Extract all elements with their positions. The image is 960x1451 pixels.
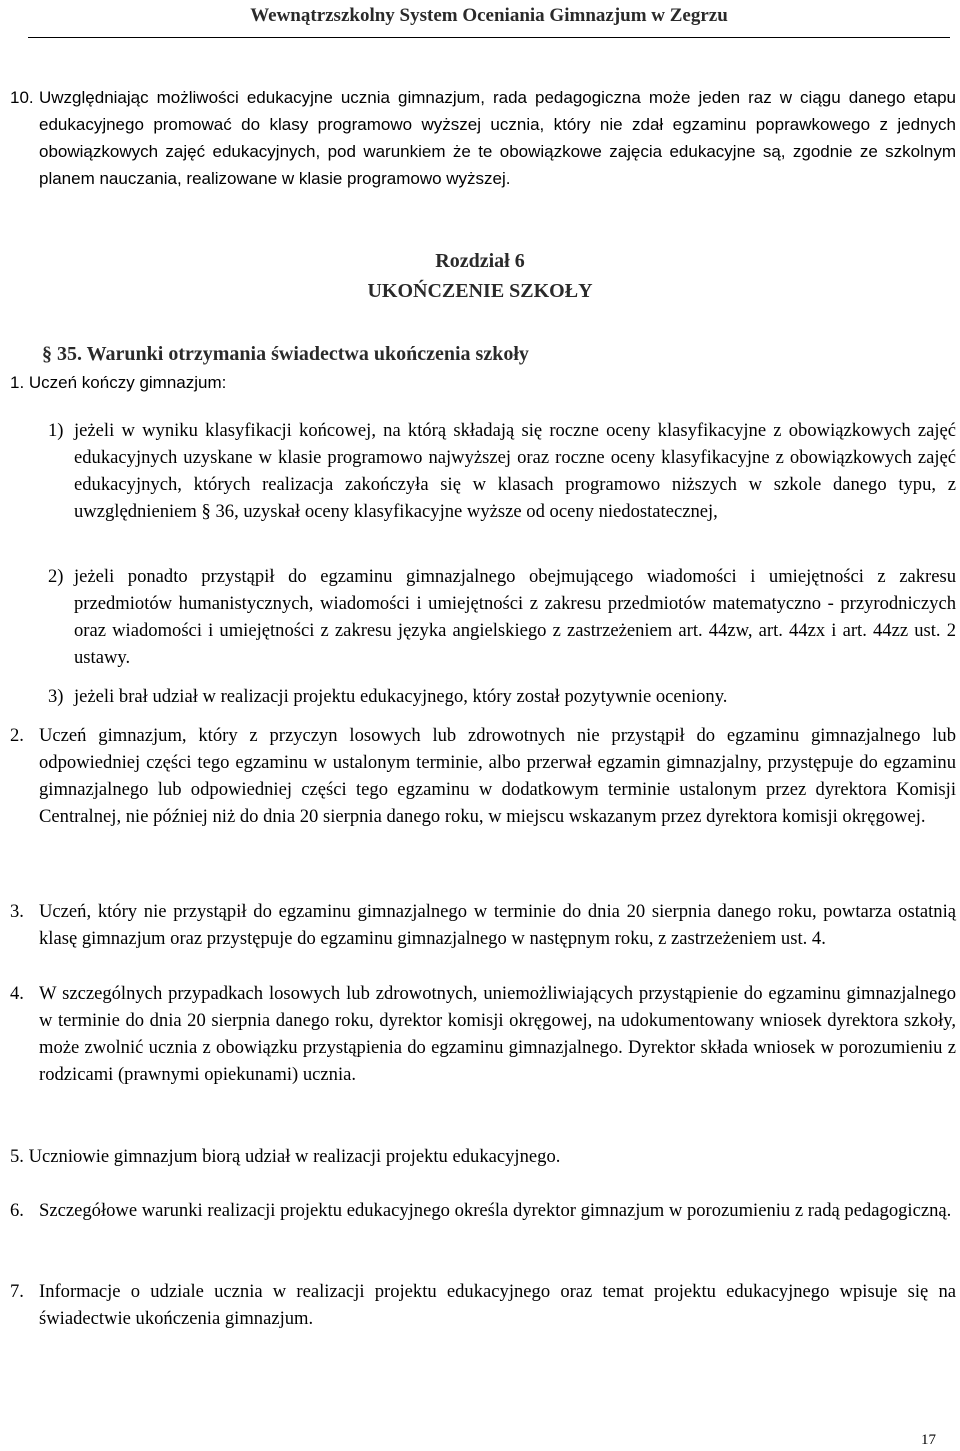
item-text: Uczniowie gimnazjum biorą udział w realizacji projektu edukacyjnego.: [28, 1146, 561, 1167]
paragraph-number: 10.: [10, 88, 34, 107]
item-6: [10, 1197, 956, 1224]
item-number: 7.: [10, 1281, 24, 1302]
item-text: Szczegółowe warunki realizacji projektu edukacyjnego określa dyrektor gimnazjum w porozumieniu z radą pedagogiczną.: [39, 1200, 952, 1221]
item-number: 5.: [10, 1146, 24, 1167]
subitem-2: [48, 563, 956, 671]
subitem-number: 1): [48, 420, 64, 441]
item-number: 6.: [10, 1200, 24, 1221]
subitem-1: [48, 417, 956, 525]
item-2: [10, 722, 956, 830]
item-3: [10, 898, 956, 952]
subitem-text: jeżeli brał udział w realizacji projektu edukacyjnego, który został pozytywnie oceniony.: [74, 686, 728, 707]
item-text: Informacje o udziale ucznia w realizacji projektu edukacyjnego oraz temat projektu edukacyjnego wpisuje się na świadectwie ukończenia gimnazjum.: [39, 1281, 956, 1329]
item-1-intro: 1. Uczeń kończy gimnazjum:: [10, 373, 227, 392]
item-4: [10, 980, 956, 1088]
subitem-number: 2): [48, 566, 64, 587]
paragraph-text: Uwzględniając możliwości edukacyjne ucznia gimnazjum, rada pedagogiczna może jeden raz w ciągu danego etapu edukacyjnego promować do klasy programowo wyższej ucznia, który nie zdał egzaminu poprawkowego z jednych obowiązkowych zajęć edukacyjnych, pod warunkiem że te obowiązkowe zajęcia edukacyjne są, zgodnie ze szkolnym planem nauczania, realizowane w klasie programowo wyższej.: [39, 88, 956, 188]
item-5: [10, 1143, 956, 1170]
item-number: 3.: [10, 901, 24, 922]
item-text: Uczeń, który nie przystąpił do egzaminu gimnazjalnego w terminie do dnia 20 sierpnia danego roku, powtarza ostatnią klasę gimnazjum oraz przystępuje do egzaminu gimnazjalnego w następnym roku, z zastrzeżeniem ust. 4.: [39, 901, 956, 949]
item-number: 2.: [10, 725, 24, 746]
section-heading: § 35. Warunki otrzymania świadectwa ukończenia szkoły: [42, 343, 529, 365]
item-text: Uczeń gimnazjum, który z przyczyn losowych lub zdrowotnych nie przystąpił do egzaminu gimnazjalnego lub odpowiedniej części tego egzaminu w ustalonym terminie, albo przerwał egzamin gimnazjalny, przystępuje do egzaminu gimnazjalnego lub odpowiedniej części tego egzaminu w dodatkowym terminie ustalonym przez dyrektora Komisji Centralnej, nie później niż do dnia 20 sierpnia danego roku, w miejscu wskazanym przez dyrektora komisji okręgowej.: [39, 725, 956, 827]
page-number: 17: [921, 1432, 936, 1448]
chapter-number: Rozdział 6: [435, 250, 525, 272]
item-number: 4.: [10, 983, 24, 1004]
item-7: [10, 1278, 956, 1332]
item-text: W szczególnych przypadkach losowych lub zdrowotnych, uniemożliwiających przystąpienie do egzaminu gimnazjalnego w terminie do dnia 20 sierpnia danego roku, dyrektor komisji okręgowej, na udokumentowany wniosek dyrektora szkoły, może zwolnić ucznia z obowiązku przystąpienia do egzaminu gimnazjalnego. Dyrektor składa wniosek w porozumieniu z rodzicami (prawnymi opiekunami) ucznia.: [39, 983, 956, 1085]
subitem-text: jeżeli w wyniku klasyfikacji końcowej, na którą składają się roczne oceny klasyfikacyjne z obowiązkowych zajęć edukacyjnych uzyskane w klasie programowo najwyższej oraz roczne oceny klasyfikacyjne z obowiązkowych zajęć edukacyjnych, których realizacja zakończyła się w klasach programowo niższych w szkole danego typu, z uwzględnieniem § 36, uzyskał oceny klasyfikacyjne wyższe od oceny niedostatecznej,: [74, 420, 956, 522]
chapter-title: UKOŃCZENIE SZKOŁY: [367, 280, 593, 302]
subitem-number: 3): [48, 686, 64, 707]
header-title: Wewnątrzszkolny System Oceniania Gimnazjum w Zegrzu: [250, 5, 728, 26]
page-header: [28, 0, 950, 38]
subitem-3: [48, 683, 956, 710]
subitem-text: jeżeli ponadto przystąpił do egzaminu gimnazjalnego obejmującego wiadomości i umiejętności z zakresu przedmiotów humanistycznych, wiadomości i umiejętności z zakresu przedmiotów matematyczno - przyrodniczych oraz wiadomości i umiejętności z zakresu języka angielskiego z zastrzeżeniem art. 44zw, art. 44zx i art. 44zz ust. 2 ustawy.: [74, 566, 956, 668]
paragraph-10: [10, 84, 956, 192]
